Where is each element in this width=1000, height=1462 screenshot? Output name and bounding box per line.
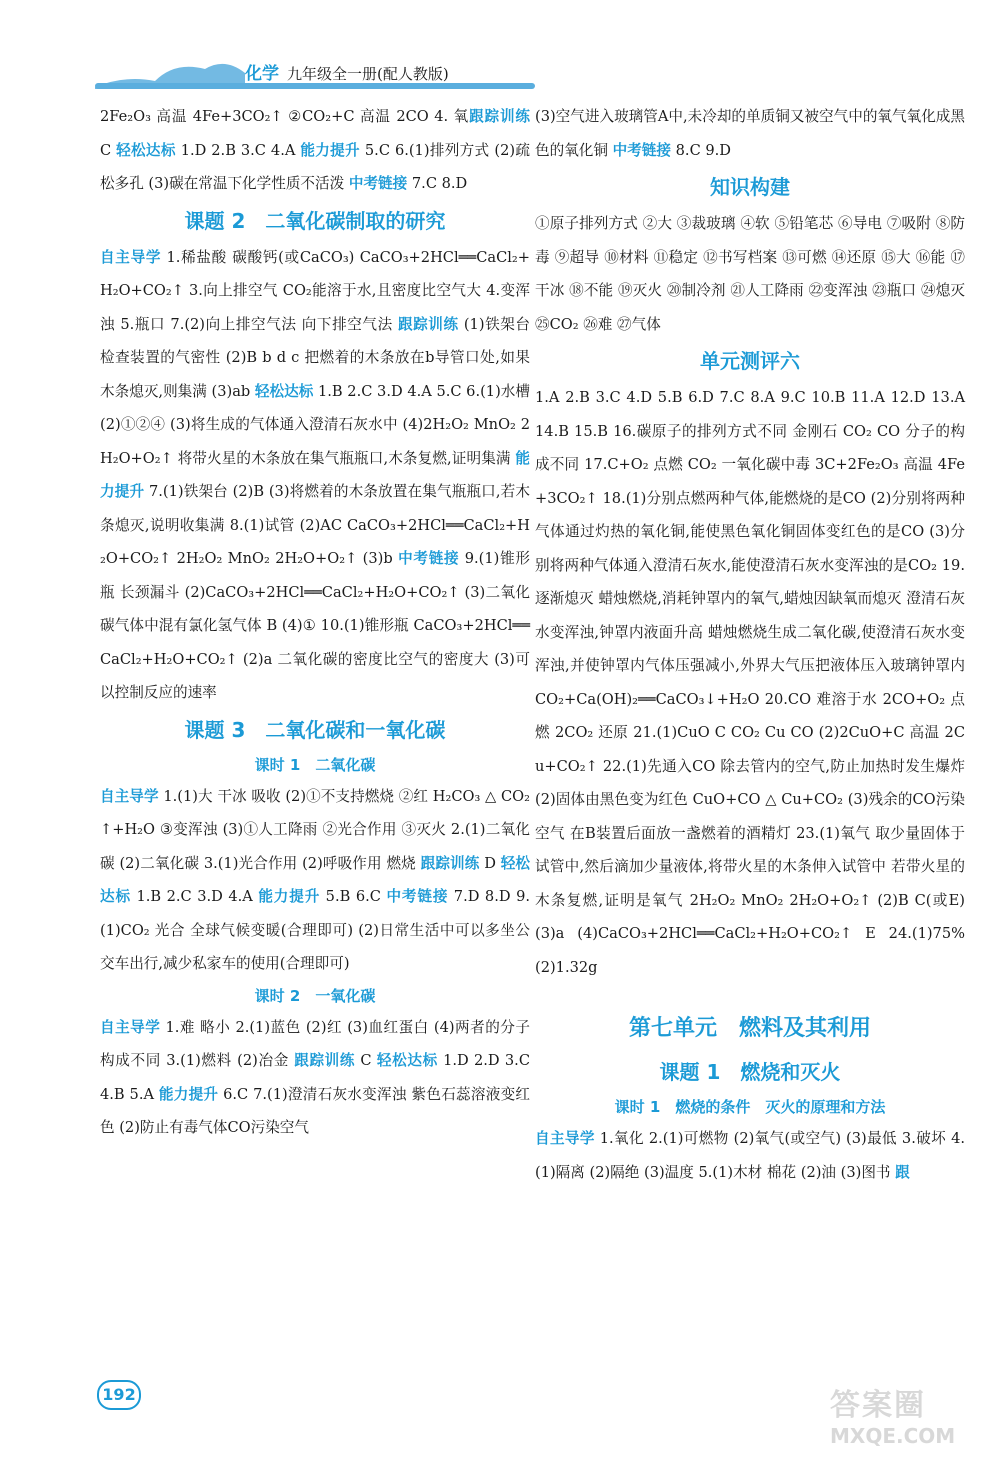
left-para-4: [100, 1011, 530, 1145]
tag-nengli: 能力提升: [258, 888, 321, 905]
tag-zhongkao: 中考链接: [398, 550, 460, 567]
page-header: [95, 55, 535, 95]
tag-qingsong: 轻松达标: [254, 382, 314, 400]
right-column: [535, 100, 965, 1189]
text: 2Fe₂O₃ 高温 4Fe+3CO₂↑ ②CO₂+C 高温 2CO 4. 氧: [100, 108, 470, 125]
text: 1.B 2.C 3.D 4.A: [130, 888, 259, 905]
right-para-4: [535, 1122, 965, 1189]
text: 1.氧化 2.(1)可燃物 (2)氧气(或空气) (3)最低 3.破坏 4.(1)隔离 (2)隔绝 (3)温度 5.(1)木材 棉花 (2)油 (3)图书: [535, 1130, 965, 1181]
left-para-2: [100, 241, 530, 710]
tag-zizhu: 自主导学: [535, 1130, 595, 1147]
tag-genzong: 跟踪训练: [294, 1052, 356, 1069]
text: (1)铁架台 检查装置的气密性 (2)B b d c 把燃着的木条放在b导管口处,如果木条熄灭,则集满 (3)ab: [100, 315, 530, 400]
subsection-heading-ks2: 课时 2 一氧化碳: [254, 986, 376, 1005]
text: 7.C 8.D: [407, 175, 468, 192]
text: D: [479, 854, 501, 872]
text: 5.B 6.C: [320, 888, 387, 905]
watermark-logo: [830, 1380, 980, 1455]
left-para-3: [100, 780, 530, 981]
section-heading-ke1: 课题 1 燃烧和灭火: [659, 1060, 841, 1084]
right-para-3: 1.A 2.B 3.C 4.D 5.B 6.D 7.C 8.A 9.C 10.B 11.A 12.D 13.A 14.B 15.B 16.碳原子的排列方式不同 金刚石 CO₂ CO 分子的构成不同 17.C+O₂ 点燃 CO₂ 一氧化碳中毒 3C+2Fe₂O₃ 高温 4Fe+3CO₂↑ 18.(1)分别点燃两种气体,能燃烧的是CO (2)分别将两种气体通过灼热的氧化铜,能使黑色氧化铜固体变红色的是CO (3)分别将两种气体通入澄清石灰水,能使澄清石灰水变浑浊的是CO₂ 19.逐渐熄灭 蜡烛燃烧,消耗钟罩内的氧气,蜡烛因缺氧而熄灭 澄清石灰水变浑浊,钟罩内液面升高 蜡烛燃烧生成二氧化碳,使澄清石灰水变浑浊,并使钟罩内气体压强减小,外界大气压把液体压入玻璃钟罩内 CO₂+Ca(OH)₂══CaCO₃↓+H₂O 20.CO 难溶于水 2CO+O₂ 点燃 2CO₂ 还原 21.(1)CuO C CO₂ Cu CO (2)2CuO+C 高温 2Cu+CO₂↑ 22.(1)先通入CO 除去管内的空气,防止加热时发生爆炸 (2)固体由黑色变为红色 CuO+CO △ Cu+CO₂ (3)残余的CO污染空气 在B装置后面放一盏燃着的酒精灯 23.(1)氧气 取少量固体于试管中,然后滴加少量液体,将带火星的木条伸入试管中 若带火星的木条复燃,证明是氧气 2H₂O₂ MnO₂ 2H₂O+O₂↑ (2)B C(或E) (3)a (4)CaCO₃+2HCl══CaCl₂+H₂O+CO₂↑ E 24.(1)75% (2)1.32g: [535, 389, 965, 976]
section-heading-ceping: 单元测评六: [700, 349, 800, 373]
tag-zhongkao: 中考链接: [612, 141, 671, 159]
text: 7.(1)铁架台 (2)B (3)将燃着的木条放置在集气瓶瓶口,若木条熄灭,说明收集满 8.(1)试管 (2)AC CaCO₃+2HCl══CaCl₂+H₂O+CO₂↑ 2H₂O₂ MnO₂ 2H₂O+O₂↑ (3)b: [100, 483, 530, 567]
text: 1.D 2.B 3.C 4.A: [175, 141, 301, 159]
header-title: [245, 59, 449, 84]
tag-qingsong: 轻松达标: [376, 1052, 438, 1069]
text: 1.稀盐酸 碳酸钙(或CaCO₃) CaCO₃+2HCl══CaCl₂+H₂O+CO₂↑ 3.向上排空气 CO₂能溶于水,且密度比空气大 4.变浑浊 5.瓶口 7.(2)向上排空气法 向下排空气法: [100, 248, 530, 333]
tag-nengli: 能力提升: [158, 1085, 219, 1103]
spacer: [535, 984, 965, 1006]
unit-heading: 第七单元 燃料及其利用: [628, 1016, 871, 1041]
tag-genzong: 跟踪训练: [397, 315, 459, 333]
tag-zhongkao: 中考链接: [348, 175, 408, 192]
tag-zizhu: 自主导学: [100, 787, 159, 805]
left-para-1: [100, 100, 530, 201]
header-subject: 化学: [245, 64, 279, 84]
tag-gen: 跟: [895, 1163, 910, 1181]
text: 1.B 2.C 3.D 4.A 5.C 6.(1)水槽 (2)①②④ (3)将生成的气体通入澄清石灰水中 (4)2H₂O₂ MnO₂ 2H₂O+O₂↑ 将带火星的木条放在集气瓶瓶口,木条复燃,证明集满: [100, 382, 530, 467]
watermark-line1: 答案圈: [830, 1388, 926, 1423]
page-number: 192: [97, 1380, 141, 1410]
text: C: [100, 141, 117, 159]
text: 1.D 2.D 3.C 4.B 5.A: [100, 1052, 530, 1103]
subsection-heading-ks1: 课时 1 二氧化碳: [254, 755, 376, 774]
left-column: [100, 100, 530, 1145]
text: 6.C 7.(1)澄清石灰水变浑浊 紫色石蕊溶液变红色 (2)防止有毒气体CO污染空气: [100, 1085, 530, 1136]
text: C: [355, 1052, 377, 1069]
section-heading-ke2: 课题 2 二氧化碳制取的研究: [184, 208, 446, 233]
text: (3)空气进入玻璃管A中,未冷却的单质铜又被空气中的氧气氧化成黑色的氧化铜: [535, 108, 965, 159]
text: 8.C 9.D: [671, 141, 731, 159]
subsection-heading-ks1-right: 课时 1 燃烧的条件 灭火的原理和方法: [614, 1098, 886, 1116]
right-para-2: ①原子排列方式 ②大 ③裁玻璃 ④软 ⑤铅笔芯 ⑥导电 ⑦吸附 ⑧防毒 ⑨超导 ⑩材料 ⑪稳定 ⑫书写档案 ⑬可燃 ⑭还原 ⑮大 ⑯能 ⑰干冰 ⑱不能 ⑲灭火 ⑳制冷剂 ㉑人工降雨 ㉒变浑浊 ㉓瓶口 ㉔熄灭 ㉕CO₂ ㉖难 ㉗气体: [535, 215, 965, 333]
text: 9.(1)锥形瓶 长颈漏斗 (2)CaCO₃+2HCl══CaCl₂+H₂O+CO₂↑ (3)二氧化碳气体中混有氯化氢气体 B (4)① 10.(1)锥形瓶 CaCO₃+2HCl══CaCl₂+H₂O+CO₂↑ (2)a 二氧化碳的密度比空气的密度大 (3)可以控制反应的速率: [100, 550, 530, 701]
tag-qingsong: 轻松达标: [100, 854, 530, 905]
tag-zhongkao: 中考链接: [386, 888, 449, 905]
section-heading-ke3: 课题 3 二氧化碳和一氧化碳: [184, 717, 446, 742]
text: 1.(1)大 干冰 吸收 (2)①不支持燃烧 ②红 H₂CO₃ △ CO₂↑+H₂O ③变浑浊 (3)①人工降雨 ②光合作用 ③灭火 2.(1)二氧化碳 (2)二氧化碳 3.(1)光合作用 (2)呼吸作用 燃烧: [100, 787, 530, 872]
tag-nengli: 能力提升: [100, 449, 530, 500]
text: 5.C 6.(1)排列方式 (2)疏松多孔 (3)碳在常温下化学性质不活泼: [100, 141, 530, 192]
tag-genzong: 跟踪训练: [469, 108, 530, 125]
text: 1.难 略小 2.(1)蓝色 (2)红 (3)血红蛋白 (4)两者的分子构成不同 3.(1)燃料 (2)冶金: [100, 1018, 530, 1069]
tag-qingsong: 轻松达标: [116, 141, 176, 159]
tag-zizhu: 自主导学: [100, 248, 162, 266]
watermark-line2: MXQE.COM: [830, 1424, 956, 1448]
tag-zizhu: 自主导学: [100, 1018, 161, 1036]
section-heading-zhishi: 知识构建: [710, 175, 790, 199]
right-para-1: [535, 100, 965, 167]
tag-genzong: 跟踪训练: [420, 854, 480, 872]
tag-nengli: 能力提升: [300, 141, 360, 159]
text: 7.D 8.D 9.(1)CO₂ 光合 全球气候变暖(合理即可) (2)日常生活中可以多坐公交车出行,减少私家车的使用(合理即可): [100, 888, 530, 972]
header-grade: 九年级全一册(配人教版): [287, 65, 449, 83]
